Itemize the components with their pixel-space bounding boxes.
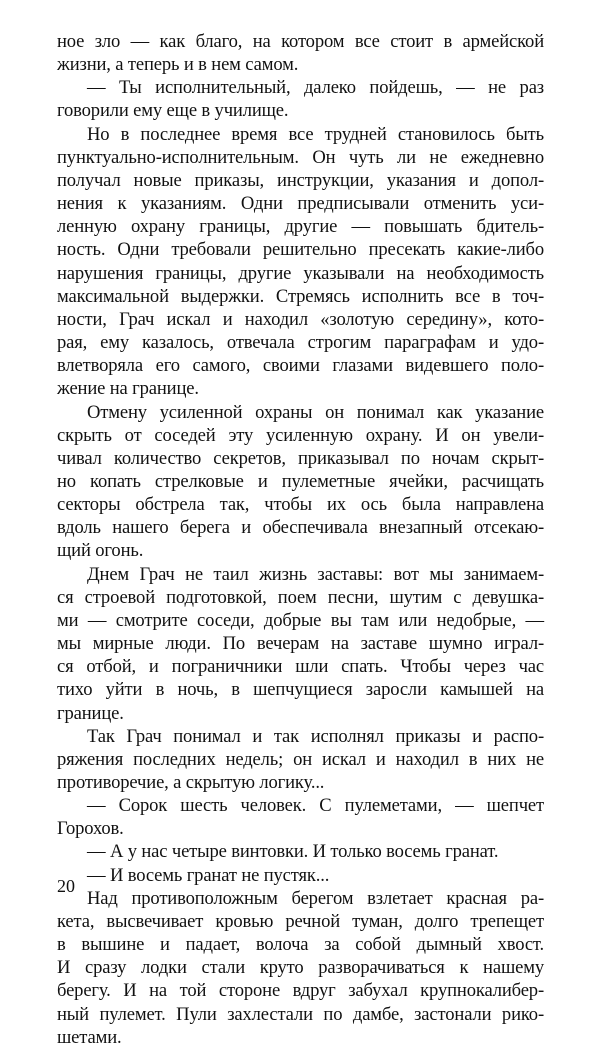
text-line: ный пулемет. Пули захлестали по дамбе, застонали рико- bbox=[57, 1003, 544, 1025]
text-line: Над противоположным берегом взлетает красная ра- bbox=[87, 887, 544, 909]
text-line: — И восемь гранат не пустяк... bbox=[87, 864, 330, 886]
text-line: ности, Грач искал и находил «золотую середину», кото- bbox=[57, 308, 544, 330]
text-line: в вышине и падает, волоча за собой дымный хвост. bbox=[57, 934, 544, 956]
book-page-text bbox=[57, 30, 544, 1049]
text-line: ся строевой подготовкой, поем песни, шутим с девушка- bbox=[57, 586, 544, 608]
text-line: секторы обстрела так, чтобы их ось была направлена bbox=[57, 494, 544, 516]
text-line: Но в последнее время все трудней становилось быть bbox=[87, 123, 544, 145]
text-line: Днем Грач не таил жизнь заставы: вот мы занимаем- bbox=[87, 563, 544, 585]
text-line: пунктуально-исполнительным. Он чуть ли не ежедневно bbox=[57, 146, 544, 168]
text-line: ми — смотрите соседи, добрые вы там или недобрые, — bbox=[57, 609, 544, 631]
text-line: вдоль нашего берега и обеспечивала внезапный отсекаю- bbox=[57, 517, 544, 539]
text-line: но копать стрелковые и пулеметные ячейки, расчищать bbox=[57, 470, 544, 492]
text-line: мы мирные люди. По вечерам на заставе шумно играл- bbox=[57, 633, 544, 655]
text-line: Горохов. bbox=[57, 818, 124, 840]
text-line: — Сорок шесть человек. С пулеметами, — шепчет bbox=[87, 795, 544, 817]
text-line: щий огонь. bbox=[57, 540, 144, 562]
text-line: получал новые приказы, инструкции, указания и допол- bbox=[57, 169, 544, 191]
text-line: Отмену усиленной охраны он понимал как указание bbox=[87, 401, 544, 423]
text-line: ся отбой, и пограничники шли спать. Чтобы через час bbox=[57, 656, 544, 678]
text-line: тихо уйти в ночь, в шепчущиеся заросли камышей на bbox=[57, 679, 544, 701]
text-line: — А у нас четыре винтовки. И только восемь гранат. bbox=[87, 841, 499, 863]
text-line: — Ты исполнительный, далеко пойдешь, — не раз bbox=[87, 77, 544, 99]
text-line: кета, высвечивает кровью речной туман, долго трепещет bbox=[57, 910, 544, 932]
text-line: нарушения границы, другие указывали на необходимость bbox=[57, 262, 544, 284]
text-line: ное зло — как благо, на котором все стоит в армейской bbox=[57, 31, 544, 52]
text-line: чивал количество секретов, приказывал по ночам скрыт- bbox=[57, 447, 544, 469]
page-number: 20 bbox=[57, 876, 75, 896]
text-line: жение на границе. bbox=[57, 378, 199, 400]
text-line: максимальной выдержки. Стремясь исполнить все в точ- bbox=[57, 285, 544, 307]
text-line: ряжения последних недель; он искал и находил в них не bbox=[57, 748, 544, 770]
text-line: Так Грач понимал и так исполнял приказы и распо- bbox=[87, 725, 544, 747]
text-line: жизни, а теперь и в нем самом. bbox=[57, 54, 299, 76]
text-line: рая, ему казалось, отвечала строгим параграфам и удо- bbox=[57, 332, 544, 354]
text-line: берегу. И на той стороне вдруг забухал крупнокалибер- bbox=[57, 980, 544, 1002]
text-line: нения к указаниям. Одни предписывали отменить уси- bbox=[57, 193, 544, 215]
text-line: скрыть от соседей эту усиленную охрану. И он увели- bbox=[57, 424, 544, 446]
text-line: И сразу лодки стали круто разворачиваться к нашему bbox=[57, 957, 544, 979]
text-line: говорили ему еще в училище. bbox=[57, 100, 289, 122]
text-line: границе. bbox=[57, 702, 124, 724]
text-line: ность. Одни требовали решительно пресекать какие-либо bbox=[57, 239, 544, 261]
text-line: шетами. bbox=[57, 1026, 122, 1048]
text-line: влетворяла его самого, своими глазами видевшего поло- bbox=[57, 355, 544, 377]
text-line: ленную охрану границы, другие — повышать бдитель- bbox=[57, 216, 544, 238]
text-line: противоречие, а скрытую логику... bbox=[57, 772, 325, 793]
